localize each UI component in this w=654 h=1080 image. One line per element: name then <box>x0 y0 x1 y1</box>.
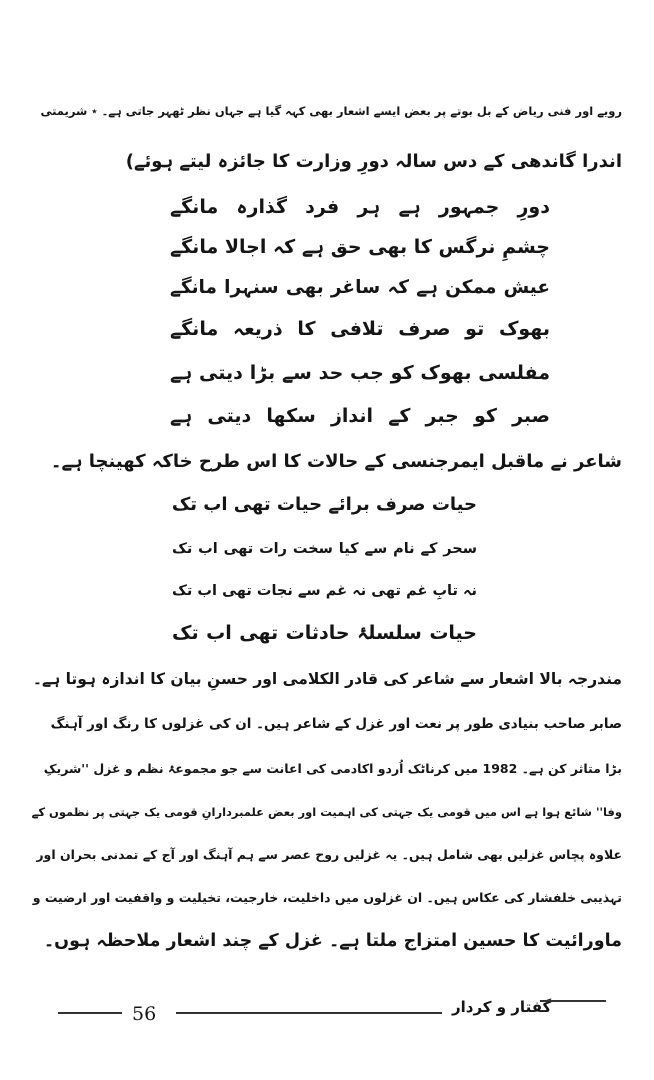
verse-1-line-4: بھوک تو صرف تلافی کا ذریعہ مانگے <box>170 318 550 340</box>
verse-2-line-4: حیات سلسلۂ حادثات تھی اب تک <box>172 622 477 644</box>
verse-1-line-1: دورِ جمہور ہے ہر فرد گذارہ مانگے <box>170 196 550 218</box>
verse-2-line-3: نہ تابِ غم تھی نہ غم سے نجات تھی اب تک <box>172 583 477 599</box>
paragraph-1-line-1: رویے اور فنی ریاض کے بل بوتے پر بعض ایسے اشعار بھی کہہ گیا ہے جہاں نظر ٹھہر جاتی ہے۔ ٭ شریمتی <box>40 104 622 118</box>
verse-2-line-1: حیات صرف برائے حیات تھی اب تک <box>171 494 477 515</box>
verse-1-line-6: صبر کو جبر کے انداز سکھا دیتی ہے <box>170 405 550 427</box>
paragraph-2-line-3: وفا'' شائع ہوا ہے اس میں قومی یک جہتی کی اہمیت اور بعض علمبردارانِ قومی یک جہتی پر نظموں کے <box>31 805 622 819</box>
intro-line: شاعر نے ماقبل ایمرجنسی کے حالات کا اس طرح خاکہ کھینچا ہے۔ <box>50 451 622 472</box>
verse-2-line-2: سحر کے نام سے کیا سخت رات تھی اب تک <box>172 541 477 557</box>
verse-1-line-5: مفلسی بھوک کو جب حد سے بڑا دیتی ہے <box>170 362 550 384</box>
paragraph-2-line-4: علاوہ پچاس غزلیں بھی شامل ہیں۔ یہ غزلیں روح عصر سے ہم آہنگ اور آج کے تمدنی بحران اور <box>36 847 622 862</box>
paragraph-1-line-2: اندرا گاندھی کے دس سالہ دورِ وزارت کا جائزہ لیتے ہوئے) <box>125 151 622 172</box>
footer-rule-left <box>58 1012 122 1014</box>
remark-line: مندرجہ بالا اشعار سے شاعر کی قادر الکلامی اور حسنِ بیان کا اندازہ ہوتا ہے۔ <box>32 670 622 688</box>
paragraph-2-line-6: ماورائیت کا حسین امتزاج ملتا ہے۔ غزل کے چند اشعار ملاحظہ ہوں۔ <box>43 931 622 951</box>
verse-1-line-2: چشمِ نرگس کا بھی حق ہے کہ اجالا مانگے <box>170 236 550 258</box>
paragraph-2-line-1: صابر صاحب بنیادی طور پر نعت اور غزل کے شاعر ہیں۔ ان کی غزلوں کا رنگ اور آہنگ <box>50 716 622 732</box>
footer-rule-right <box>540 1000 606 1002</box>
running-title: گفتار و کردار <box>452 998 552 1016</box>
paragraph-2-line-2: بڑا متاثر کن ہے۔ 1982 میں کرناٹک اُردو اکادمی کی اعانت سے جو مجموعۂ نظم و غزل ''شریکِ <box>43 761 622 776</box>
page-number: 56 <box>132 1003 157 1025</box>
verse-1-line-3: عیش ممکن ہے کہ ساغر بھی سنہرا مانگے <box>170 277 550 298</box>
footer-rule-middle <box>176 1012 442 1014</box>
paragraph-2-line-5: تہذیبی خلفشار کی عکاس ہیں۔ ان غزلوں میں داخلیت، خارجیت، تخیلیت و واقفیت اور ارضیت و <box>32 890 622 905</box>
